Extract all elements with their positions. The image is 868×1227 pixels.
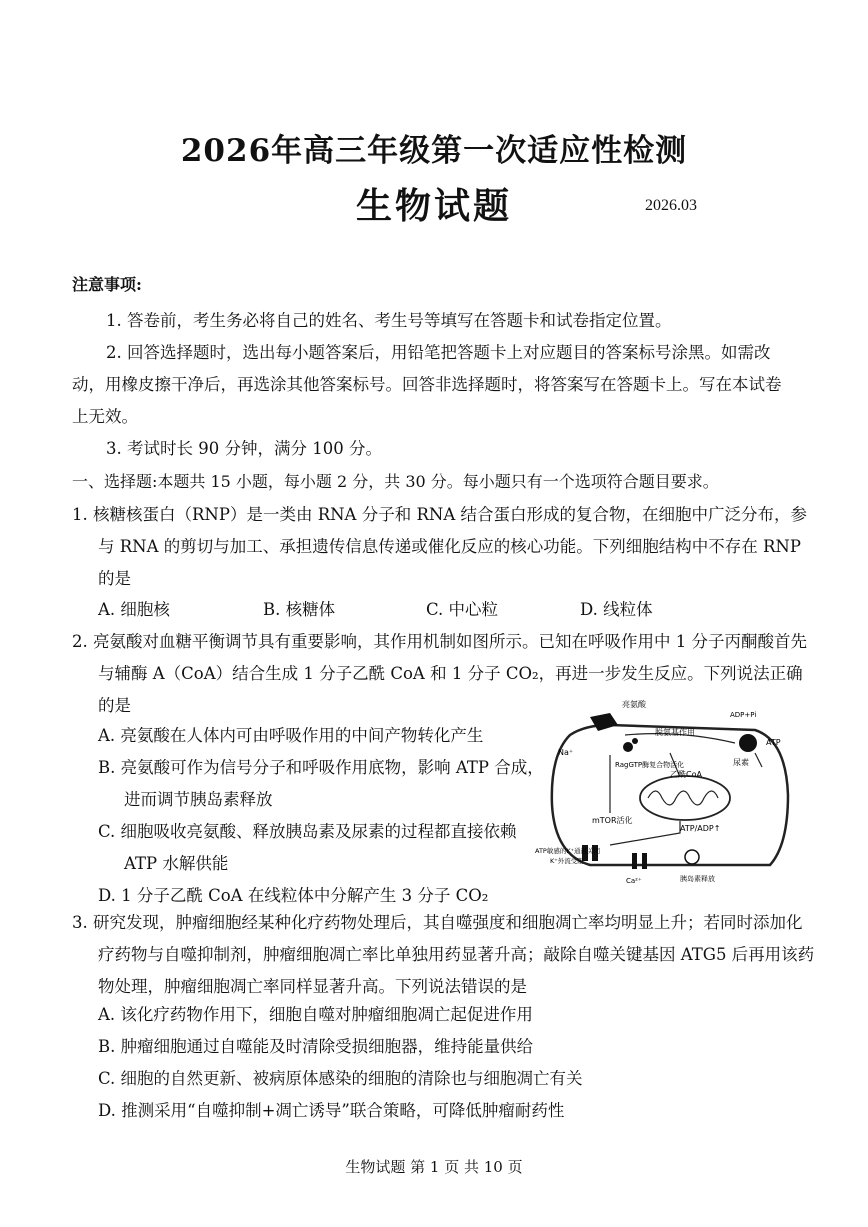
leucine-transporter-icon bbox=[590, 713, 618, 731]
notice-item-3: 3. 考试时长 90 分钟，满分 100 分。 bbox=[106, 439, 382, 458]
q1-option-d: D. 线粒体 bbox=[580, 600, 653, 619]
q3-option-c: C. 细胞的自然更新、被病原体感染的细胞的清除也与细胞凋亡有关 bbox=[98, 1069, 583, 1088]
q2-option-c: C. 细胞吸收亮氨酸、释放胰岛素及尿素的过程都直接依赖 ATP 水解供能 bbox=[98, 822, 517, 873]
exam-date: 2026.03 bbox=[645, 197, 697, 214]
label-atp: ATP bbox=[766, 738, 781, 747]
mitochondrion-outline bbox=[640, 776, 730, 820]
label-urea: 尿素 bbox=[733, 758, 749, 767]
label-deamination: 脱氨基作用 bbox=[655, 728, 695, 737]
q2-option-d: D. 1 分子乙酰 CoA 在线粒体中分解产生 3 分子 CO₂ bbox=[98, 886, 489, 905]
question-1-stem: 1. 核糖核蛋白（RNP）是一类由 RNA 分子和 RNA 结合蛋白形成的复合物，在细胞中广泛分布，参与 RNA 的剪切与加工、承担遗传信息传递或催化反应的核心功能。下列细胞结构中不存在 RNP 的是 bbox=[72, 505, 807, 588]
q3-option-d: D. 推测采用“自噬抑制+凋亡诱导”联合策略，可降低肿瘤耐药性 bbox=[98, 1101, 565, 1120]
q1-option-b: B. 核糖体 bbox=[263, 600, 336, 619]
q3-option-b: B. 肿瘤细胞通过自噬能及时清除受损细胞器，维持能量供给 bbox=[98, 1037, 534, 1056]
label-mtor: mTOR活化 bbox=[592, 816, 633, 825]
label-atp-adp: ATP/ADP↑ bbox=[680, 824, 721, 833]
page-footer: 生物试题 第 1 页 共 10 页 bbox=[345, 1158, 523, 1176]
label-k-out: K⁺外流受阻 bbox=[550, 857, 584, 865]
label-ca: Ca²⁺ bbox=[626, 877, 642, 885]
leucine-insulin-diagram bbox=[530, 695, 800, 890]
q2-option-b: B. 亮氨酸可作为信号分子和呼吸作用底物，影响 ATP 合成，进而调节胰岛素释放 bbox=[98, 758, 544, 809]
section-heading: 一、选择题:本题共 15 小题，每小题 2 分，共 30 分。每小题只有一个选项符合题目要求。 bbox=[72, 472, 719, 491]
q3-option-a: A. 该化疗药物作用下，细胞自噬对肿瘤细胞凋亡起促进作用 bbox=[98, 1005, 533, 1024]
question-3-stem: 3. 研究发现，肿瘤细胞经某种化疗药物处理后，其自噬强度和细胞凋亡率均明显上升；若同时添加化疗药物与自噬抑制剂，肿瘤细胞凋亡率比单独用药显著升高；敲除自噬关键基因 ATG5 后再用该药物处理，肿瘤细胞凋亡率同样显著升高。下列说法错误的是 bbox=[72, 913, 815, 996]
q1-option-c: C. 中心粒 bbox=[426, 600, 499, 619]
notice-item-2: 2. 回答选择题时，选出每小题答案后，用铅笔把答题卡上对应题目的答案标号涂黑。如需改动，用橡皮擦干净后，再选涂其他答案标号。回答非选择题时，将答案写在答题卡上。写在本试卷上无效。 bbox=[72, 343, 782, 426]
label-adp-pi: ADP+Pi bbox=[730, 711, 757, 719]
notice-item-1: 1. 答卷前，考生务必将自己的姓名、考生号等填写在答题卡和试卷指定位置。 bbox=[106, 311, 672, 330]
label-acetyl-coa: 乙酰CoA bbox=[670, 770, 702, 779]
mitochondrion-cristae bbox=[648, 791, 718, 805]
label-insulin: 胰岛素释放 bbox=[680, 875, 715, 883]
label-na: Na⁺ bbox=[558, 748, 574, 757]
label-leucine: 亮氨酸 bbox=[622, 700, 646, 709]
label-katp: ATP敏感的K⁺通道关闭 bbox=[535, 847, 601, 855]
notice-heading: 注意事项: bbox=[72, 275, 142, 294]
exam-title: 2026年高三年级第一次适应性检测 bbox=[180, 133, 688, 169]
subject-title: 生物试题 bbox=[355, 185, 512, 227]
atp-pump-icon bbox=[739, 734, 757, 752]
insulin-vesicle-icon bbox=[685, 850, 699, 864]
calcium-channel-icon bbox=[632, 853, 637, 869]
q2-option-a: A. 亮氨酸在人体内可由呼吸作用的中间产物转化产生 bbox=[98, 726, 484, 745]
rag-complex-icon bbox=[623, 742, 633, 752]
question-2-stem: 2. 亮氨酸对血糖平衡调节具有重要影响，其作用机制如图所示。已知在呼吸作用中 1 分子丙酮酸首先与辅酶 A（CoA）结合生成 1 分子乙酰 CoA 和 1 分子 CO₂，再进一步发生反应。下列说法正确的是 bbox=[72, 632, 807, 715]
label-rag: RagGTP酶复合物活化 bbox=[615, 761, 685, 769]
q1-option-a: A. 细胞核 bbox=[98, 600, 170, 619]
